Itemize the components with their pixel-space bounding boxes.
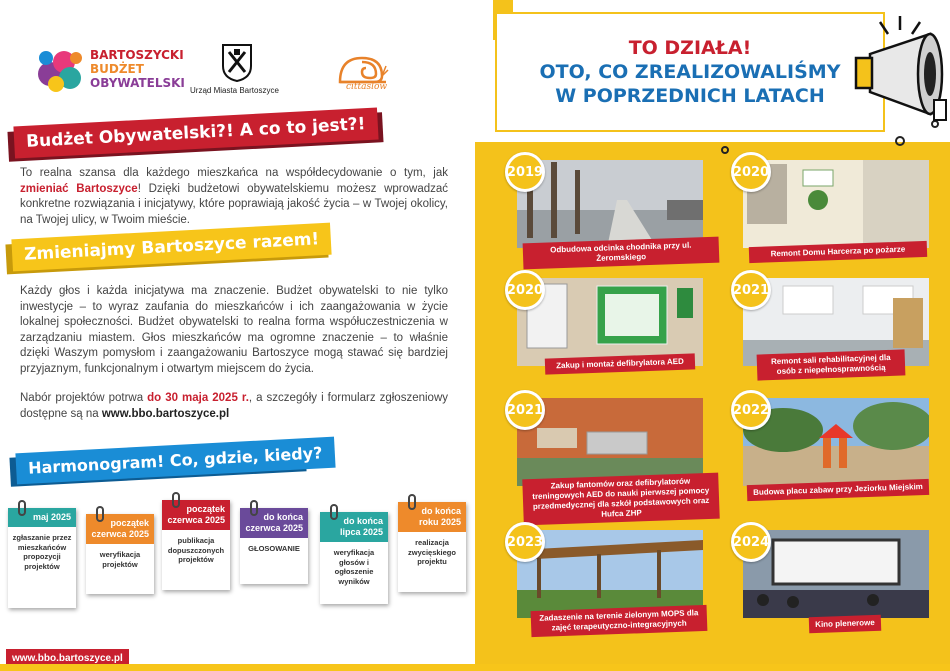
cittaslow-label: cittaslow [346, 82, 388, 92]
project-tile [505, 152, 705, 263]
paperclip-icon [250, 500, 258, 516]
decorative-circle [721, 146, 729, 154]
bbo-logo-line1: BARTOSZYCKI [90, 48, 184, 62]
paperclip-icon [330, 504, 338, 520]
schedule-card [8, 508, 76, 608]
project-tile [731, 152, 931, 259]
project-caption: Zadaszenie na terenie zielonym MOPS dla zajęć terapeutyczno-integracyjnych [531, 605, 708, 637]
section-heading-schedule: Harmonogram! Co, gdzie, kiedy? [15, 437, 335, 485]
right-title-line2: OTO, CO ZREALIZOWALIŚMY [539, 61, 841, 83]
footer-bar [0, 664, 950, 671]
schedule-cards [6, 496, 466, 626]
schedule-card [162, 500, 230, 590]
schedule-card-date: początek czerwca 2025 [162, 500, 230, 530]
section-intro-text [20, 166, 448, 228]
deadline-url-link[interactable]: www.bbo.bartoszyce.pl [101, 407, 230, 420]
project-year-badge: 2023 [505, 522, 545, 562]
project-year-badge: 2020 [731, 152, 771, 192]
right-title-box [495, 12, 885, 132]
section-heading-what-is: Budżet Obywatelski?! A co to jest?! [13, 108, 378, 159]
intro-text-end: ! Dzięki budżetowi obywatelskiemu możesz wprowadzać konkretne rozwiązania i inicjatywy, które poprawiają jakość życia – w Twojej okolicy, na Twojej ulicy, w Twoim mieście. [20, 182, 449, 226]
schedule-card [320, 512, 388, 604]
schedule-card-date: maj 2025 [8, 508, 76, 527]
bbo-logo-line2: BUDŻET [90, 62, 144, 76]
schedule-card-text: weryfikacja projektów [99, 550, 141, 569]
deadline-text [20, 391, 448, 422]
section-together-text: Każdy głos i każda inicjatywa ma znaczenie. Budżet obywatelski to nie tylko inwestycje – to wyraz zaufania do mieszkańców i ich zaangażowania w życie lokalnej społeczności. Budżet obywatelski to realna forma współuczestniczenia w zarządzaniu miastem. Głos mieszkańców ma ogromne znaczenie – to właśnie dzięki Waszym pomysłom i zaangażowaniu Bartoszyce mogą stawać się bardziej przyjaznym, funkcjonalnym i otwartym miejscem do życia. [20, 285, 448, 375]
project-year-badge: 2020 [505, 270, 545, 310]
project-caption: Budowa placu zabaw przy Jeziorku Miejskim [747, 479, 929, 501]
town-office-caption: Urząd Miasta Bartoszyce [190, 86, 279, 95]
right-title-line1: TO DZIAŁA! [628, 37, 752, 59]
paperclip-icon [408, 494, 416, 510]
project-caption: Zakup fantomów oraz defibrylatorów treningowych AED do nauki pierwszej pomocy przedmedycznej dla szkół podstawowych oraz Hufca ZHP [522, 473, 719, 526]
bbo-logo-line3: OBYWATELSKI [90, 76, 185, 90]
schedule-card [86, 514, 154, 594]
project-tile [731, 390, 931, 497]
deadline-text-start: Nabór projektów potrwa [20, 392, 148, 404]
project-tile [505, 270, 705, 372]
paperclip-icon [172, 492, 180, 508]
deadline-text-middle: , a szczegóły i formularz zgłoszeniowy dostępne są na [20, 392, 449, 420]
schedule-card-date: do końca czerwca 2025 [240, 508, 308, 538]
project-year-badge: 2022 [731, 390, 771, 430]
bbo-logo [34, 44, 185, 100]
deadline-date: do 30 maja 2025 r. [147, 392, 249, 404]
project-caption: Remont sali rehabilitacyjnej dla osób z niepełnosprawnością [757, 349, 906, 380]
schedule-card-text: weryfikacja głosów i ogłoszenie wyników [333, 548, 375, 586]
footer-url-link[interactable]: www.bbo.bartoszyce.pl [6, 649, 129, 668]
schedule-card-text: publikacja dopuszczonych projektów [167, 536, 225, 564]
section-heading-together: Zmieniajmy Bartoszyce razem! [11, 223, 332, 272]
intro-highlight: zmieniać Bartoszyce [20, 182, 138, 195]
project-caption: Odbudowa odcinka chodnika przy ul. Żeromskiego [523, 237, 720, 270]
decorative-circle [895, 136, 905, 146]
schedule-card [240, 508, 308, 584]
project-year-badge: 2024 [731, 522, 771, 562]
project-year-badge: 2019 [505, 152, 545, 192]
megaphone-icon [850, 14, 950, 124]
right-title-line3: W POPRZEDNICH LATACH [555, 85, 825, 107]
paperclip-icon [96, 506, 104, 522]
schedule-card-date: początek czerwca 2025 [86, 514, 154, 544]
intro-text-start: To realna szansa dla każdego mieszkańca na współdecydowanie o tym, jak [20, 167, 448, 179]
project-year-badge: 2021 [731, 270, 771, 310]
schedule-card-text: GŁOSOWANIE [248, 544, 300, 553]
schedule-card [398, 502, 466, 592]
project-tile [505, 522, 705, 633]
project-caption: Zakup i montaż defibrylatora AED [545, 353, 695, 374]
project-tile [731, 270, 931, 376]
schedule-card-date: do końca lipca 2025 [320, 512, 388, 542]
right-page [475, 0, 950, 664]
project-caption: Remont Domu Harcerza po pożarze [749, 241, 927, 263]
schedule-card-date: do końca roku 2025 [398, 502, 466, 532]
town-crest-icon [222, 44, 252, 82]
paperclip-icon [18, 500, 26, 516]
project-year-badge: 2021 [505, 390, 545, 430]
schedule-card-text: zgłaszanie przez mieszkańców propozycji projektów [12, 533, 72, 571]
project-caption: Kino plenerowe [809, 615, 882, 634]
project-tile [505, 390, 710, 519]
schedule-card-text: realizacja zwycięskiego projektu [408, 538, 456, 566]
project-tile [731, 522, 931, 630]
hands-logo-icon [34, 44, 86, 96]
